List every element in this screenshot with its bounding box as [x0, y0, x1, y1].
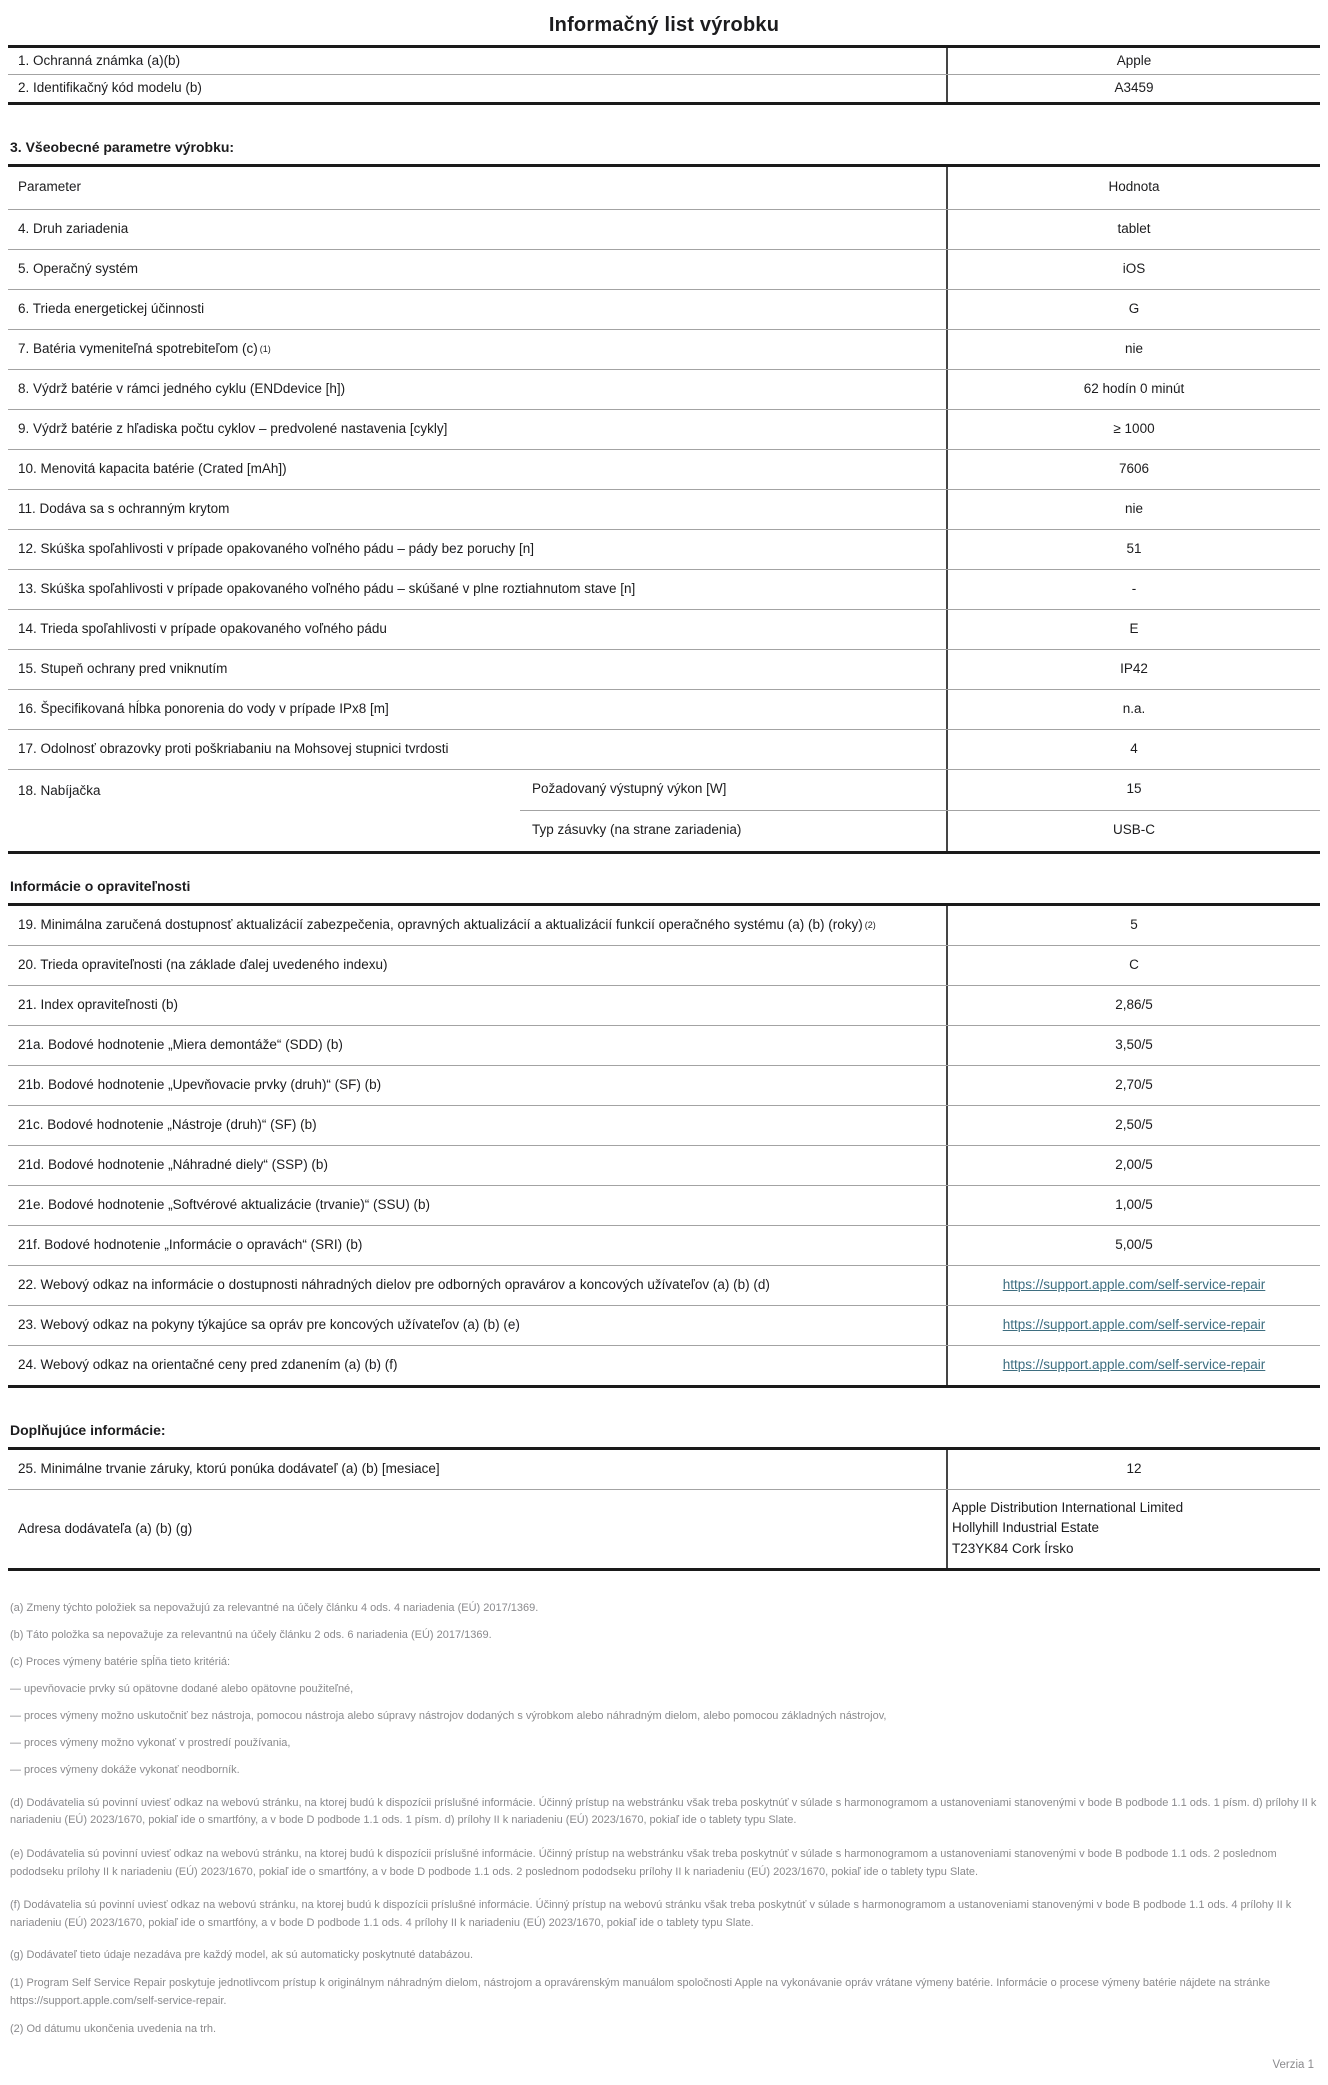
table-row [8, 569, 1320, 609]
row-value: 51 [946, 530, 1320, 569]
table-row [8, 1105, 1320, 1145]
row-label: 20. Trieda opraviteľnosti (na základe ďalej uvedeného indexu) [18, 956, 388, 972]
row-value: IP42 [946, 650, 1320, 689]
row-label: 23. Webový odkaz na pokyny týkajúce sa opráv pre koncových užívateľov (a) (b) (e) [18, 1316, 520, 1332]
footnote-2: (2) Od dátumu ukončenia uvedenia na trh. [10, 2022, 217, 2035]
column-header-value: Hodnota [946, 167, 1320, 209]
footnote-a: (a) Zmeny týchto položiek sa nepovažujú za relevantné na účely článku 4 ods. 4 nariadenia (EÚ) 2017/1369. [10, 1602, 539, 1615]
row-label: 8. Výdrž batérie v rámci jedného cyklu (ENDdevice [h]) [18, 380, 346, 396]
row-label: 6. Trieda energetickej účinnosti [18, 300, 205, 316]
row-label: 17. Odolnosť obrazovky proti poškriabaniu na Mohsovej stupnici tvrdosti [18, 740, 449, 756]
row-label: 25. Minimálne trvanie záruky, ktorú ponúka dodávateľ (a) (b) [mesiace] [18, 1460, 440, 1476]
row-value [946, 1490, 1320, 1569]
row-value: A3459 [946, 75, 1320, 101]
footnote-1: (1) Program Self Service Repair poskytuje jednotlivcom prístup k originálnym náhradným dielom, nástrojom a opravárenským manuálom spoločnosti Apple na vykonávanie opráv vrátane výmeny batérie. Informácie o procese výmeny batérie nájdete na stránke https://support.apple.com/self-service-repair. [10, 1977, 1271, 2007]
table-row [8, 609, 1320, 649]
row-value: nie [946, 490, 1320, 529]
row-label: 21d. Bodové hodnotenie „Náhradné diely“ (SSP) (b) [18, 1156, 328, 1172]
row-label: 21f. Bodové hodnotenie „Informácie o opravách“ (SRI) (b) [18, 1236, 363, 1252]
row-value: 5,00/5 [946, 1226, 1320, 1265]
table-row [8, 1265, 1320, 1305]
table-subrow [520, 810, 1320, 851]
row-label: 2. Identifikačný kód modelu (b) [18, 80, 202, 96]
row-label: 18. Nabíjačka [18, 782, 101, 798]
footnotes-section [8, 1601, 1320, 2037]
subrow-value: USB-C [946, 811, 1320, 851]
row-value: 1,00/5 [946, 1186, 1320, 1225]
repairability-table [8, 903, 1320, 1388]
row-label: 1. Ochranná známka (a)(b) [18, 53, 181, 68]
section-heading-general: 3. Všeobecné parametre výrobku: [10, 138, 235, 155]
row-value: tablet [946, 210, 1320, 249]
table-row [8, 1225, 1320, 1265]
row-value: 5 [946, 906, 1320, 945]
table-row [8, 289, 1320, 329]
footnote-c-item: — proces výmeny dokáže vykonať neodborník. [10, 1763, 240, 1776]
row-label: 19. Minimálna zaručená dostupnosť aktualizácií zabezpečenia, opravných aktualizácií a aktualizácií funkcií operačného systému (a) (b) (roky) (2) [8, 906, 946, 945]
row-value: ≥ 1000 [946, 410, 1320, 449]
table-subrow [520, 770, 1320, 810]
footnote-b: (b) Táto položka sa nepovažuje za relevantnú na účely článku 2 ods. 6 nariadenia (EÚ) 2017/1369. [10, 1629, 492, 1642]
table-row [8, 1065, 1320, 1105]
supplier-address [952, 1498, 1183, 1561]
row-label: 10. Menovitá kapacita batérie (Crated [mAh]) [18, 460, 287, 476]
row-value: 2,00/5 [946, 1146, 1320, 1185]
support-link[interactable]: https://support.apple.com/self-service-repair [1002, 1276, 1266, 1292]
version-label: Verzia 1 [1272, 2059, 1314, 2072]
row-value: 2,86/5 [946, 986, 1320, 1025]
support-link[interactable]: https://support.apple.com/self-service-repair [1002, 1316, 1266, 1332]
section-heading-repairability: Informácie o opraviteľnosti [10, 877, 191, 894]
subrow-label: Požadovaný výstupný výkon [W] [532, 781, 727, 797]
table-row [8, 729, 1320, 769]
additional-information-table [8, 1447, 1320, 1572]
row-label: 7. Batéria vymeniteľná spotrebiteľom (c) (1) [8, 330, 946, 369]
row-value: 7606 [946, 450, 1320, 489]
table-row-supplier-address [8, 1489, 1320, 1569]
table-row [8, 1345, 1320, 1385]
table-row [8, 489, 1320, 529]
row-value: 62 hodín 0 minút [946, 370, 1320, 409]
footnote-c-item: — proces výmeny možno vykonať v prostredí používania, [10, 1736, 291, 1749]
row-value [946, 1346, 1320, 1385]
table-row [8, 409, 1320, 449]
row-label-text: 7. Batéria vymeniteľná spotrebiteľom (c) [18, 340, 258, 356]
table-header-row [8, 167, 1320, 209]
row-label: 24. Webový odkaz na orientačné ceny pred zdanením (a) (b) (f) [18, 1356, 398, 1372]
row-value: G [946, 290, 1320, 329]
footnote-f: (f) Dodávatelia sú povinní uviesť odkaz na webovú stránku, na ktorej budú k dispozícii príslušné informácie. Účinný prístup na webovú stránku však treba poskytnúť v súlade s harmonogramom a ustanoveniami stanovenými v bode B podbode 1.1 ods. 4 prílohy II k nariadeniu (EÚ) 2023/1670, pokiaľ ide o smartfóny, a v bode D podbode 1.1 ods. 4 prílohy II k nariadeniu (EÚ) 2023/1670, pokiaľ ide o tablety typu Slate. [10, 1899, 1292, 1929]
table-row [8, 209, 1320, 249]
table-row [8, 74, 1320, 101]
footnote-c-item: — upevňovacie prvky sú opätovne dodané alebo opätovne použiteľné, [10, 1683, 354, 1696]
row-label: 21b. Bodové hodnotenie „Upevňovacie prvky (druh)“ (SF) (b) [18, 1076, 382, 1092]
footnote-e: (e) Dodávatelia sú povinní uviesť odkaz na webovú stránku, na ktorej budú k dispozícii príslušné informácie. Účinný prístup na webstránku však treba poskytnúť v súlade s harmonogramom a ustanoveniami stanovenými v bode B podbode 1.1 ods. 2 poslednom pododseku prílohy II k nariadeniu (EÚ) 2023/1670, pokiaľ ide o smartfóny, a v bode D podbode 1.1 ods. 2 poslednom pododseku prílohy II k nariadeniu (EÚ) 2023/1670, pokiaľ ide o tablety typu Slate. [10, 1848, 1277, 1878]
table-row-charger [8, 769, 1320, 851]
row-value: n.a. [946, 690, 1320, 729]
address-line: Hollyhill Industrial Estate [952, 1520, 1100, 1536]
row-value: 2,70/5 [946, 1066, 1320, 1105]
row-label: 12. Skúška spoľahlivosti v prípade opakovaného voľného pádu – pády bez poruchy [n] [18, 540, 534, 556]
table-row [8, 689, 1320, 729]
row-label: 21e. Bodové hodnotenie „Softvérové aktualizácie (trvanie)“ (SSU) (b) [18, 1196, 430, 1212]
row-label: 22. Webový odkaz na informácie o dostupnosti náhradných dielov pre odborných opravárov a koncových užívateľov (a) (b) (d) [18, 1276, 770, 1292]
table-row [8, 1025, 1320, 1065]
charger-subtable [520, 770, 1320, 851]
table-row [8, 329, 1320, 369]
row-value: iOS [946, 250, 1320, 289]
table-row [8, 1145, 1320, 1185]
support-link[interactable]: https://support.apple.com/self-service-repair [1002, 1356, 1266, 1372]
table-row [8, 249, 1320, 289]
row-label: 14. Trieda spoľahlivosti v prípade opakovaného voľného pádu [18, 620, 387, 636]
row-value: 12 [946, 1450, 1320, 1489]
table-row [8, 1450, 1320, 1489]
table-row [8, 1185, 1320, 1225]
address-line: T23YK84 Cork Írsko [952, 1541, 1074, 1557]
row-label: 21a. Bodové hodnotenie „Miera demontáže“ (SDD) (b) [18, 1036, 343, 1052]
row-label: 21. Index opraviteľnosti (b) [18, 996, 179, 1012]
row-value: E [946, 610, 1320, 649]
row-label: 16. Špecifikovaná hĺbka ponorenia do vody v prípade IPx8 [m] [18, 700, 389, 716]
row-label: 15. Stupeň ochrany pred vniknutím [18, 660, 228, 676]
footnote-g: (g) Dodávateľ tieto údaje nezadáva pre každý model, ak sú automaticky poskytnuté databázou. [10, 1949, 474, 1962]
row-label: 4. Druh zariadenia [18, 220, 129, 236]
table-row [8, 449, 1320, 489]
table-row [8, 649, 1320, 689]
row-value: Apple [946, 48, 1320, 74]
page-title: Informačný list výrobku [548, 14, 780, 36]
row-value: C [946, 946, 1320, 985]
table-row [8, 1305, 1320, 1345]
section-heading-additional: Doplňujúce informácie: [10, 1421, 166, 1438]
footnote-d: (d) Dodávatelia sú povinní uviesť odkaz na webovú stránku, na ktorej budú k dispozícii príslušné informácie. Účinný prístup na webstránku však treba poskytnúť v súlade s harmonogramom a ustanoveniami stanovenými v bode B podbode 1.1 ods. 1 písm. d) prílohy II k nariadeniu (EÚ) 2023/1670, pokiaľ ide o smartfóny, a v bode D podbode 1.1 ods. 1 písm. d) prílohy II k nariadeniu (EÚ) 2023/1670, pokiaľ ide o tablety typu Slate. [10, 1796, 1317, 1827]
table-row [8, 369, 1320, 409]
row-label: 21c. Bodové hodnotenie „Nástroje (druh)“ (SF) (b) [18, 1116, 317, 1132]
row-label-text: 19. Minimálna zaručená dostupnosť aktualizácií zabezpečenia, opravných aktualizácií a aktualizácií funkcií operačného systému (a) (b) (roky) [18, 916, 863, 932]
subrow-label: Typ zásuvky (na strane zariadenia) [532, 822, 742, 838]
row-value [946, 1306, 1320, 1345]
row-value [946, 1266, 1320, 1305]
row-value: 2,50/5 [946, 1106, 1320, 1145]
row-value: 3,50/5 [946, 1026, 1320, 1065]
row-label: 11. Dodáva sa s ochranným krytom [18, 500, 230, 516]
column-header-parameter: Parameter [18, 179, 82, 195]
row-label: 13. Skúška spoľahlivosti v prípade opakovaného voľného pádu – skúšané v plne roztiahnutom stave [n] [18, 580, 636, 596]
row-label: Adresa dodávateľa (a) (b) (g) [18, 1520, 193, 1536]
footnote-c: (c) Proces výmeny batérie spĺňa tieto kritériá: [10, 1656, 231, 1669]
row-value: - [946, 570, 1320, 609]
subrow-value: 15 [946, 770, 1320, 810]
row-label: 9. Výdrž batérie z hľadiska počtu cyklov – predvolené nastavenia [cykly] [18, 420, 448, 436]
general-parameters-table [8, 164, 1320, 854]
address-line: Apple Distribution International Limited [952, 1499, 1184, 1515]
table-row [8, 48, 1320, 74]
table-row [8, 985, 1320, 1025]
row-value: nie [946, 330, 1320, 369]
footnote-c-item: — proces výmeny možno uskutočniť bez nástroja, pomocou nástroja alebo súpravy nástrojov dodaných s výrobkom alebo náhradným dielom, alebo pomocou základných nástrojov, [10, 1710, 887, 1723]
identification-table [8, 45, 1320, 105]
table-row [8, 906, 1320, 945]
row-label: 5. Operačný systém [18, 260, 139, 276]
table-row [8, 945, 1320, 985]
table-row [8, 529, 1320, 569]
row-value: 4 [946, 730, 1320, 769]
